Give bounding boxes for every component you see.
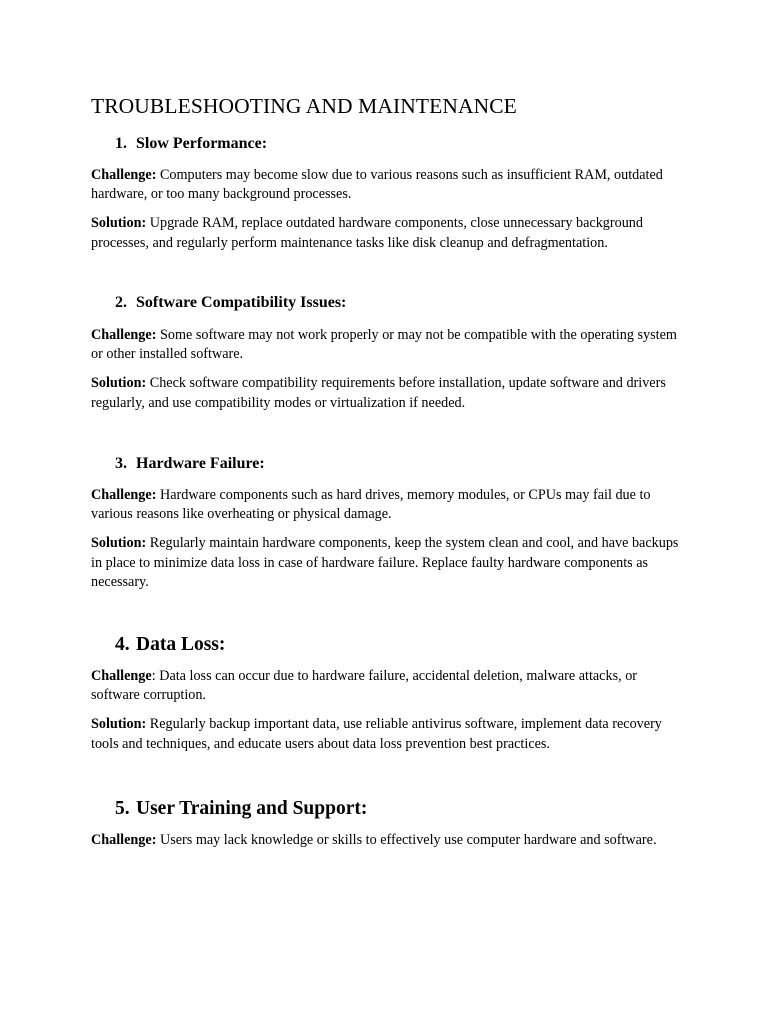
section-data-loss <box>91 633 691 754</box>
section-number: 4. <box>115 634 130 655</box>
challenge-paragraph <box>91 667 681 705</box>
solution-paragraph <box>91 374 681 412</box>
challenge-text: Hardware components such as hard drives, memory modules, or CPUs may fail due to various reasons like overheating or physical damage. <box>91 487 651 523</box>
section-number: 2. <box>115 294 127 311</box>
challenge-text: Users may lack knowledge or skills to effectively use computer hardware and software. <box>156 832 657 848</box>
section-title: Slow Performance: <box>136 135 268 152</box>
challenge-label: Challenge: <box>91 832 157 848</box>
section-title: Software Compatibility Issues: <box>136 294 347 311</box>
solution-text: Regularly maintain hardware components, keep the system clean and cool, and have backups in place to minimize data loss in case of hardware failure. Replace faulty hardware components as necessary. <box>91 535 679 590</box>
section-heading <box>91 797 691 821</box>
solution-paragraph <box>91 214 681 252</box>
section-slow-performance <box>91 134 691 253</box>
section-number: 3. <box>115 455 127 472</box>
solution-text: Regularly backup important data, use reliable antivirus software, implement data recovery tools and techniques, and educate users about data loss prevention best practices. <box>91 716 662 752</box>
section-user-training <box>91 797 691 850</box>
solution-text: Upgrade RAM, replace outdated hardware components, close unnecessary background processes, and regularly perform maintenance tasks like disk cleanup and defragmentation. <box>91 215 643 251</box>
solution-label: Solution: <box>91 215 147 232</box>
challenge-label: Challenge <box>91 668 152 684</box>
challenge-paragraph <box>91 326 681 364</box>
document-title: TROUBLESHOOTING AND MAINTENANCE <box>91 94 517 118</box>
solution-paragraph <box>91 534 681 592</box>
solution-text: Check software compatibility requirements before installation, update software and drivers regularly, and use compatibility modes or virtualization if needed. <box>91 375 666 411</box>
challenge-text: : Data loss can occur due to hardware failure, accidental deletion, malware attacks, or software corruption. <box>91 668 638 704</box>
solution-label: Solution: <box>91 375 147 392</box>
section-title: Data Loss: <box>136 634 226 655</box>
solution-label: Solution: <box>91 716 147 733</box>
challenge-label: Challenge: <box>91 487 157 503</box>
challenge-paragraph <box>91 486 681 524</box>
challenge-paragraph <box>91 166 681 204</box>
challenge-text: Computers may become slow due to various reasons such as insufficient RAM, outdated hardware, or too many background processes. <box>91 167 663 203</box>
section-number: 1. <box>115 135 127 152</box>
section-heading <box>91 293 691 313</box>
section-software-compatibility <box>91 293 691 413</box>
section-number: 5. <box>115 798 130 819</box>
challenge-label: Challenge: <box>91 327 157 343</box>
section-heading <box>91 633 691 657</box>
challenge-text: Some software may not work properly or may not be compatible with the operating system or other installed software. <box>91 327 677 363</box>
challenge-paragraph <box>91 831 681 850</box>
section-title: User Training and Support: <box>136 798 368 819</box>
section-heading <box>91 454 691 474</box>
solution-paragraph <box>91 715 681 753</box>
section-heading <box>91 134 691 154</box>
section-hardware-failure <box>91 454 691 592</box>
section-title: Hardware Failure: <box>136 455 265 472</box>
challenge-label: Challenge: <box>91 167 157 183</box>
solution-label: Solution: <box>91 535 147 552</box>
